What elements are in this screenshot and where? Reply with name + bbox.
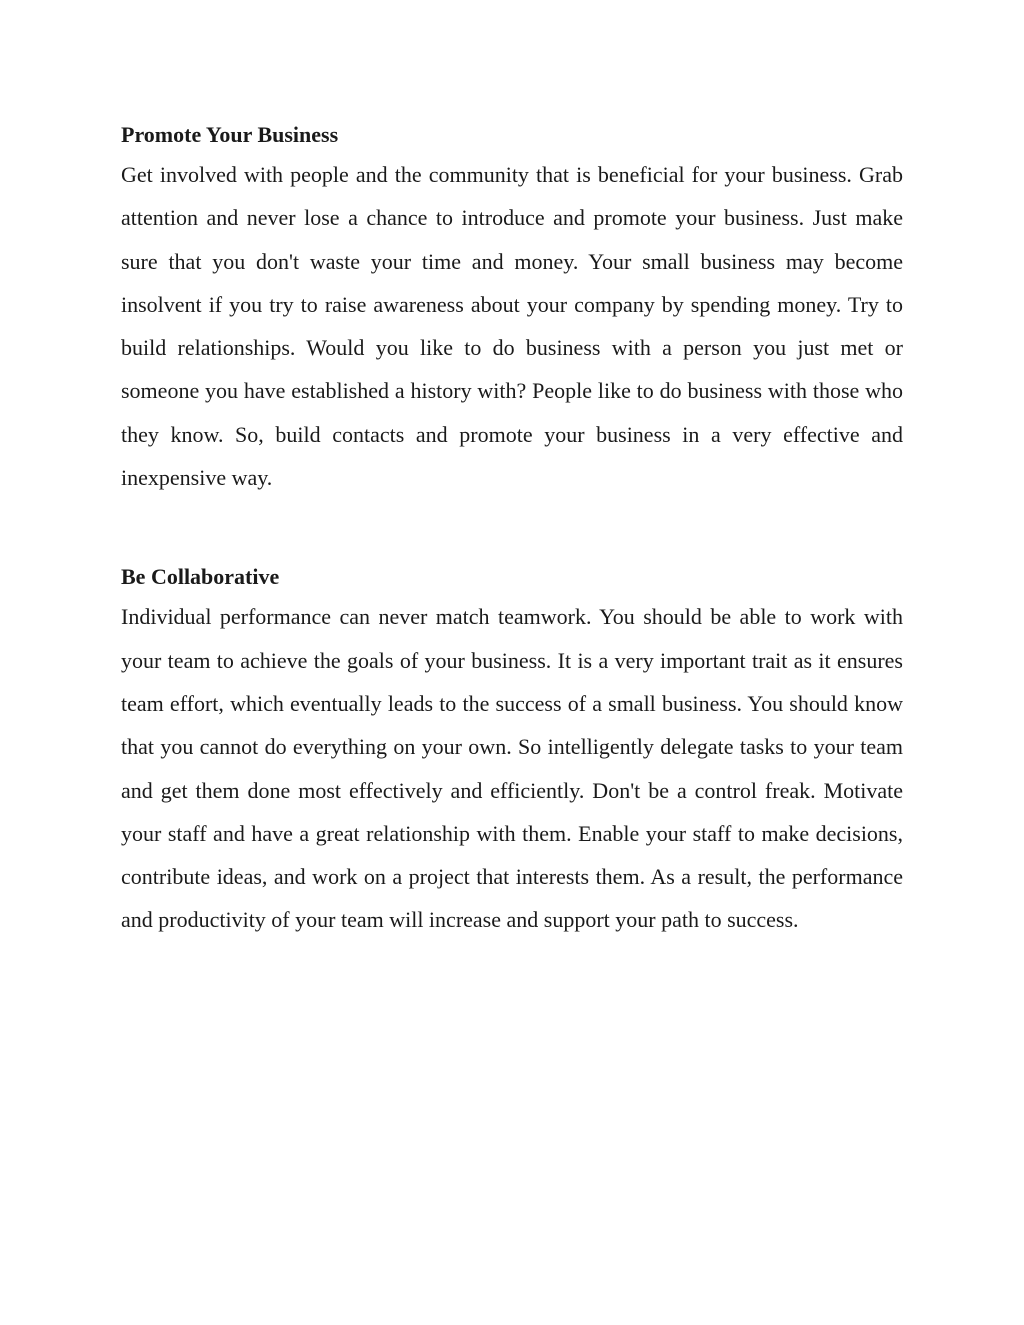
- section-heading: Be Collaborative: [121, 564, 280, 590]
- section-paragraph: Individual performance can never match teamwork. You should be able to work with your team to achieve the goals of your business. It is a very important trait as it ensures team effort, which eventually leads to the success of a small business. You should know that you cannot do everything on your own. So intelligently delegate tasks to your team and get them done most effectively and efficiently. Don't be a control freak. Motivate your staff and have a great relationship with them. Enable your staff to make decisions, contribute ideas, and work on a project that interests them. As a result, the performance and productivity of your team will increase and support your path to success.: [121, 604, 903, 933]
- section-be-collaborative: [121, 559, 903, 941]
- section-paragraph: Get involved with people and the community that is beneficial for your business. Grab attention and never lose a chance to introduce and promote your business. Just make sure that you don't waste your time and money. Your small business may become insolvent if you try to raise awareness about your company by spending money. Try to build relationships. Would you like to do business with a person you just met or someone you have established a history with? People like to do business with those who they know. So, build contacts and promote your business in a very effective and inexpensive way.: [121, 162, 903, 491]
- document-content: [121, 117, 903, 942]
- section-promote-your-business: [121, 117, 903, 499]
- section-heading: Promote Your Business: [121, 122, 339, 147]
